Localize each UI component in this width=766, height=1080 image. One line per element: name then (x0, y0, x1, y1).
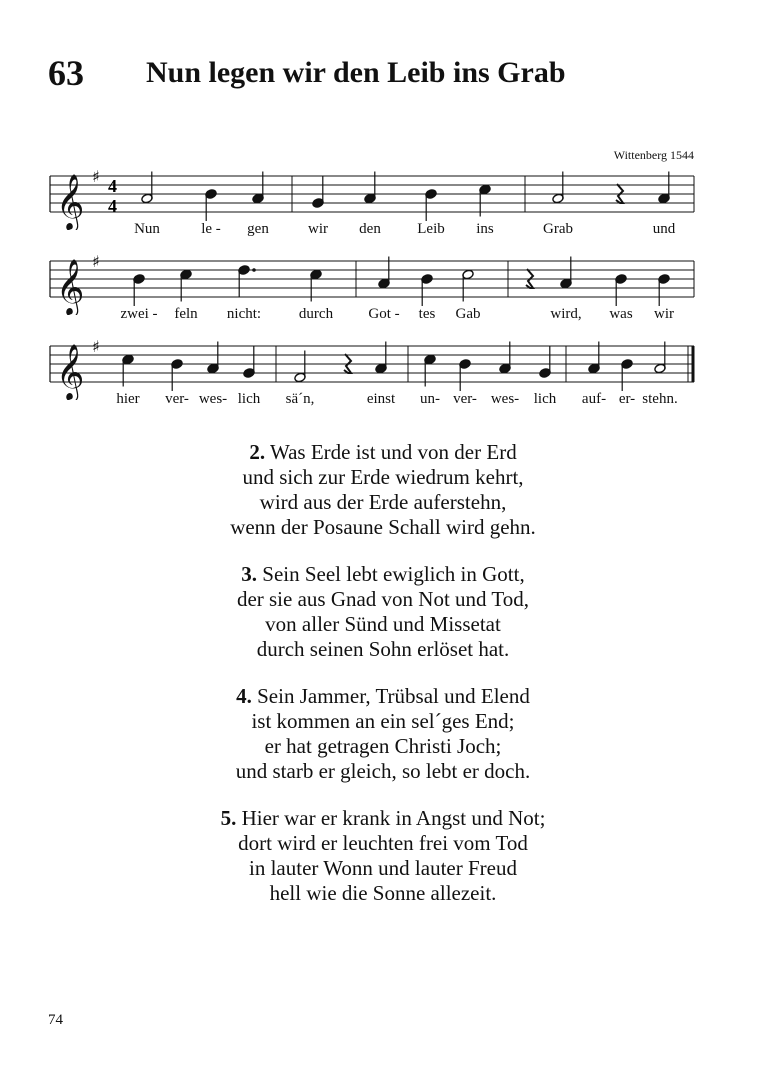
verse-line (0, 612, 766, 637)
verse-line (0, 637, 766, 662)
lyric-syllable: wir (654, 306, 674, 322)
verse-line (0, 806, 766, 831)
lyric-syllable: feln (174, 306, 198, 322)
verse-text: wenn der Posaune Schall wird gehn. (230, 515, 536, 539)
verse-text: Sein Seel lebt ewiglich in Gott, (262, 562, 525, 586)
verse-line (0, 515, 766, 540)
verse-line (0, 734, 766, 759)
verse-text: durch seinen Sohn erlöset hat. (256, 637, 510, 661)
verse-text: der sie aus Gnad von Not und Tod, (236, 587, 530, 611)
lyric-syllable: le - (201, 221, 221, 237)
sharp-icon: ♯ (92, 167, 100, 186)
lyric-syllable: durch (298, 306, 334, 322)
verse-line (0, 562, 766, 587)
treble-clef-icon: 𝄞 (56, 174, 85, 230)
staff-svg (0, 330, 766, 400)
note-dot (252, 268, 256, 272)
lyric-syllable: zwei - (120, 306, 158, 322)
verse-3 (0, 562, 766, 662)
staff-svg (0, 160, 766, 230)
verse-line (0, 684, 766, 709)
lyric-syllable: was (609, 306, 633, 322)
lyric-syllable: Nun (134, 221, 160, 237)
hymn-number: 63 (48, 53, 84, 93)
verse-4 (0, 684, 766, 784)
verse-line (0, 881, 766, 906)
verse-text: und starb er gleich, so lebt er doch. (235, 759, 531, 783)
verse-number: 5. (220, 806, 237, 830)
lyric-syllable: und (652, 221, 676, 237)
lyric-syllable: er- (618, 391, 636, 407)
lyric-syllable: lich (533, 391, 557, 407)
lyric-syllable: hier (116, 391, 140, 407)
lyric-syllable: gen (247, 221, 269, 237)
verse-text: und sich zur Erde wiedrum kehrt, (242, 465, 524, 489)
verse-line (0, 587, 766, 612)
lyric-syllable: stehn. (642, 391, 678, 407)
verse-line (0, 856, 766, 881)
lyric-syllable: wes- (198, 391, 228, 407)
lyric-syllable: Got - (368, 306, 400, 322)
source-attribution: Wittenberg 1544 (613, 148, 694, 162)
treble-clef-icon: 𝄞 (56, 259, 85, 315)
verse-line (0, 831, 766, 856)
verse-text: Was Erde ist und von der Erd (269, 440, 517, 464)
verses (0, 440, 766, 928)
verse-line (0, 759, 766, 784)
lyric-syllable: Grab (543, 221, 573, 237)
verse-text: Sein Jammer, Trübsal und Elend (257, 684, 530, 708)
verse-text: hell wie die Sonne allezeit. (269, 881, 497, 905)
lyric-syllable: sä´n, (285, 391, 315, 407)
verse-5 (0, 806, 766, 906)
staff-system-3 (0, 330, 766, 440)
verse-number: 2. (249, 440, 266, 464)
verse-text: in lauter Wonn und lauter Freud (249, 856, 517, 880)
verse-number: 4. (236, 684, 252, 708)
verse-line (0, 440, 766, 465)
verse-text: er hat getragen Christi Joch; (264, 734, 502, 758)
page-number: 74 (48, 1012, 63, 1028)
treble-clef-icon: 𝄞 (56, 344, 85, 400)
lyric-syllable: ins (476, 221, 494, 237)
lyric-syllable: Leib (417, 221, 445, 237)
lyric-syllable: tes (418, 306, 436, 322)
verse-text: dort wird er leuchten frei vom Tod (238, 831, 528, 855)
lyric-syllable: wir (308, 221, 328, 237)
verse-line (0, 709, 766, 734)
verse-text: ist kommen an ein sel´ges End; (251, 709, 515, 733)
sharp-icon: ♯ (92, 252, 100, 271)
lyric-syllable: nicht: (226, 306, 262, 322)
time-signature-bottom: 4 (108, 196, 117, 216)
verse-text: Hier war er krank in Angst und Not; (241, 806, 546, 830)
lyric-syllable: wes- (490, 391, 520, 407)
verse-2 (0, 440, 766, 540)
verse-line (0, 465, 766, 490)
lyric-syllable: lich (237, 391, 261, 407)
lyric-syllable: wird, (550, 306, 582, 322)
verse-line (0, 490, 766, 515)
time-signature-top: 4 (108, 176, 117, 196)
lyric-syllable: auf- (581, 391, 607, 407)
lyric-syllable: un- (420, 391, 440, 407)
lyric-syllable: ver- (453, 391, 477, 407)
verse-text: wird aus der Erde auferstehn, (259, 490, 507, 514)
lyric-syllable: einst (366, 391, 396, 407)
staff-svg (0, 245, 766, 315)
lyric-syllable: Gab (455, 306, 481, 322)
lyric-syllable: den (359, 221, 381, 237)
verse-number: 3. (241, 562, 258, 586)
sharp-icon: ♯ (92, 337, 100, 356)
hymn-title: Nun legen wir den Leib ins Grab (146, 56, 566, 89)
lyric-syllable: ver- (165, 391, 189, 407)
verse-text: von aller Sünd und Missetat (265, 612, 501, 636)
